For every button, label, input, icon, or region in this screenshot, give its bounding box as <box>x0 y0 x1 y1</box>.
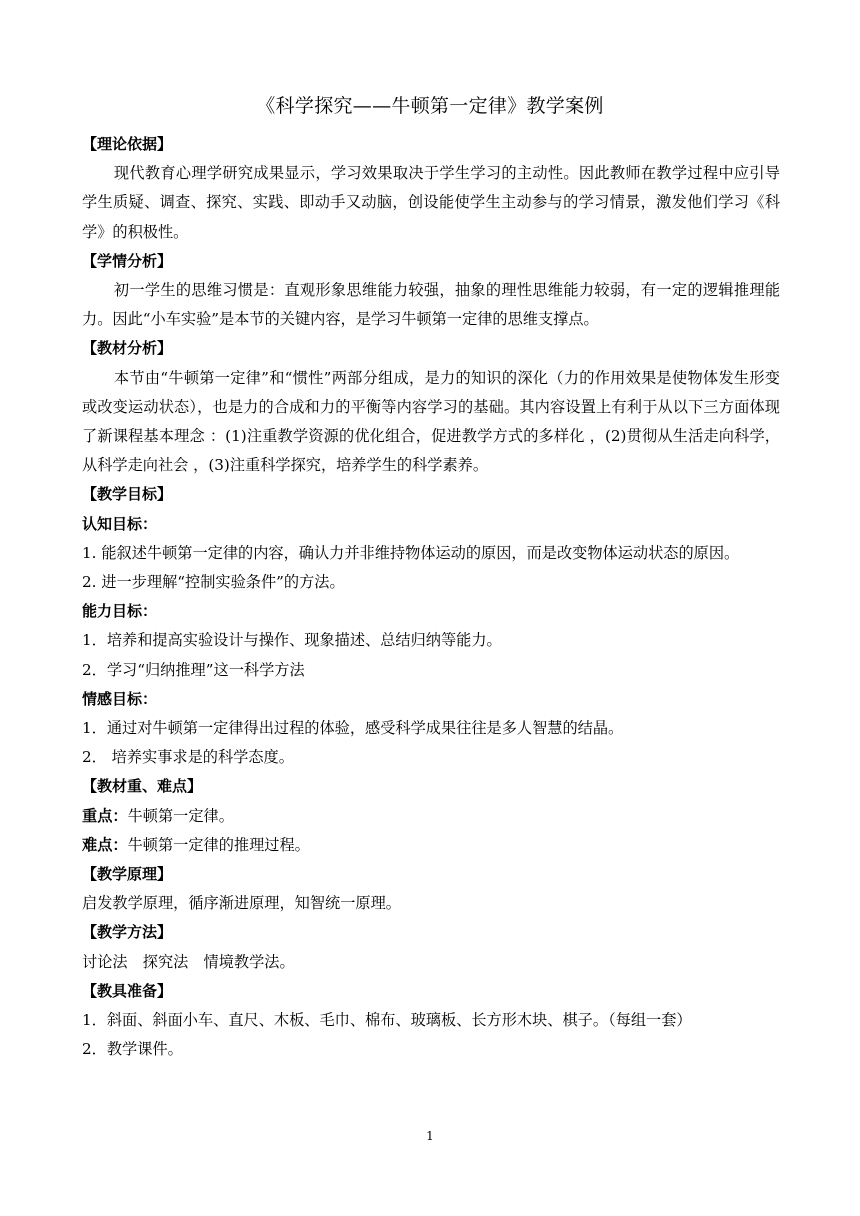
key-point-line <box>82 802 780 831</box>
theory-paragraph: 现代教育心理学研究成果显示，学习效果取决于学生学习的主动性。因此教师在教学过程中应引导学生质疑、调查、探究、实践、即动手又动脑，创设能使学生主动参与的学习情景，激发他们学习《科学》的积极性。 <box>82 164 780 241</box>
cognitive-goal-item: 1. 能叙述牛顿第一定律的内容，确认力并非维持物体运动的原因，而是改变物体运动状态的原因。 <box>82 543 740 562</box>
section-heading-learner-analysis: 【学情分析】 <box>82 251 173 270</box>
difficult-point-text: 牛顿第一定律的推理过程。 <box>127 835 310 854</box>
section-heading-theory: 【理论依据】 <box>82 135 173 153</box>
teaching-principle-text: 启发教学原理，循序渐进原理，知智统一原理。 <box>82 894 401 913</box>
section-heading-teaching-aids: 【教具准备】 <box>82 981 173 1000</box>
ability-goals-label: 能力目标： <box>82 602 158 621</box>
emotion-goals-label: 情感目标： <box>82 689 158 708</box>
key-point-label: 重点： <box>82 806 128 825</box>
section-heading-teaching-principle: 【教学原理】 <box>82 865 173 884</box>
learner-analysis-paragraph: 初一学生的思维习惯是：直观形象思维能力较强，抽象的理性思维能力较弱，有一定的逻辑推理能力。因此“小车实验”是本节的关键内容，是学习牛顿第一定律的思维支撑点。 <box>82 281 780 329</box>
section-heading-key-difficult-points: 【教材重、难点】 <box>82 777 203 796</box>
section-heading-teaching-goals: 【教学目标】 <box>82 485 173 504</box>
cognitive-goal-item: 2. 进一步理解“控制实验条件”的方法。 <box>82 573 345 592</box>
ability-goal-item: 2．学习“归纳推理”这一科学方法 <box>82 660 305 679</box>
key-point-text: 牛顿第一定律。 <box>127 806 234 825</box>
material-analysis-paragraph: 本节由“牛顿第一定律”和“惯性”两部分组成，是力的知识的深化（力的作用效果是使物体发生形变或改变运动状态），也是力的合成和力的平衡等内容学习的基础。其内容设置上有利于从以下三方面体现了新课程基本理念 ：(1)注重教学资源的优化组合，促进教学方式的多样化 ，(2)贯彻从生活走向科学，从科学走向社会 ，(3)注重科学探究，培养学生的科学素养。 <box>82 368 780 475</box>
document-title: 《科学探究——牛顿第一定律》教学案例 <box>256 95 604 117</box>
cognitive-goals-label: 认知目标： <box>82 514 158 533</box>
teaching-method-text: 讨论法 探究法 情境教学法。 <box>82 952 295 971</box>
difficult-point-line <box>82 831 780 860</box>
section-heading-material-analysis: 【教材分析】 <box>82 339 173 358</box>
difficult-point-label: 难点： <box>82 835 128 854</box>
teaching-aids-item: 2．教学课件。 <box>82 1040 183 1059</box>
section-heading-teaching-method: 【教学方法】 <box>82 923 173 942</box>
emotion-goal-item: 1．通过对牛顿第一定律得出过程的体验，感受科学成果往往是多人智慧的结晶。 <box>82 719 624 738</box>
page-number: 1 <box>426 1129 434 1143</box>
teaching-aids-item: 1．斜面、斜面小车、直尺、木板、毛巾、棉布、玻璃板、长方形木块、棋子。（每组一套） <box>82 1011 692 1030</box>
ability-goal-item: 1．培养和提高实验设计与操作、现象描述、总结归纳等能力。 <box>82 631 502 650</box>
emotion-goal-item: 2． 培养实事求是的科学态度。 <box>82 748 294 767</box>
document-body <box>82 130 780 1065</box>
